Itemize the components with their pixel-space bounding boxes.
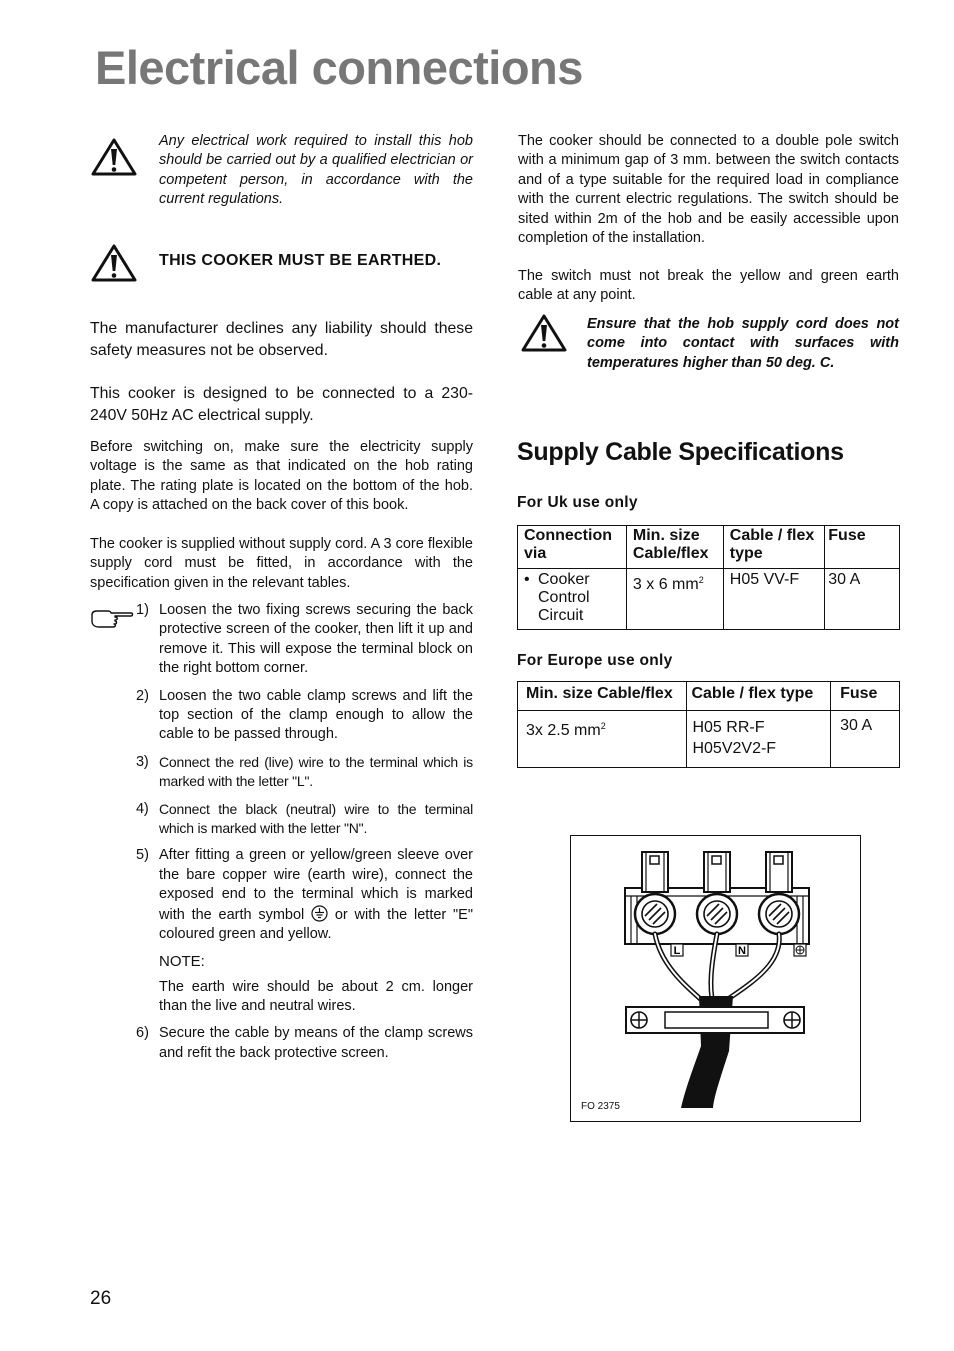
earthed-warning: THIS COOKER MUST BE EARTHED. <box>159 252 442 269</box>
table-cell: 30 A <box>831 711 900 768</box>
table-header-row <box>518 682 900 711</box>
figure-code: FO 2375 <box>581 1101 620 1112</box>
table-header-cell: Connection via <box>518 526 627 569</box>
europe-label: For Europe use only <box>517 652 673 669</box>
step-text: Connect the red (live) wire to the terminal which is marked with the letter "L". <box>159 753 473 790</box>
table-cell <box>518 711 687 768</box>
note-text: The earth wire should be about 2 cm. longer than the live and neutral wires. <box>159 978 473 1014</box>
step-text: Loosen the two fixing screws securing the back protective screen of the cooker, then lift it up and remove it. This will expose the terminal block on the right bottom corner. <box>159 602 473 677</box>
step-item <box>90 687 473 745</box>
step-number: 1) <box>136 602 149 618</box>
step-number: 2) <box>136 687 149 704</box>
table-cell <box>687 711 831 768</box>
connection-value: Cooker Control Circuit <box>538 571 590 624</box>
step-text: Loosen the two cable clamp screws and lift the top section of the clamp enough to allow the cable to be passed through. <box>159 687 473 743</box>
step-item <box>90 1024 473 1063</box>
size-superscript: 2 <box>600 721 606 731</box>
section-title: Supply Cable Specifications <box>517 438 844 466</box>
step-item <box>90 800 473 839</box>
page-title: Electrical connections <box>95 41 583 94</box>
warning-triangle-icon <box>90 137 138 177</box>
note-heading: NOTE: <box>159 952 205 970</box>
step-text: After fitting a green or yellow/green sleeve over the bare copper wire (earth wire), connect the exposed end to the terminal which is marked with the earth symbol <box>159 847 473 923</box>
step-item <box>90 601 473 679</box>
table-header-cell: Fuse <box>831 682 900 711</box>
qualified-electrician-warning: Any electrical work required to install this hob should be carried out by a qualified electrician or competent person, in accordance with the current regulations. <box>159 133 473 208</box>
step-number: 5) <box>136 847 149 864</box>
table-header-cell: Fuse <box>825 526 900 569</box>
step-number: 3) <box>136 753 149 770</box>
supply-voltage-paragraph: This cooker is designed to be connected to a 230-240V 50Hz AC electrical supply. <box>90 385 473 424</box>
table-cell: H05 VV-F <box>723 569 824 630</box>
europe-spec-table <box>517 681 900 768</box>
table-header-cell: Cable / flex type <box>687 682 831 711</box>
table-cell <box>626 569 723 630</box>
step-number: 6) <box>136 1025 149 1042</box>
liability-paragraph: The manufacturer declines any liability should these safety measures not be observed. <box>90 320 473 359</box>
step-item <box>90 846 473 944</box>
step-text: or with the letter "E" coloured green and yellow. <box>159 906 473 943</box>
type-value: H05V2V2-F <box>692 740 777 757</box>
step-text: Connect the black (neutral) wire to the terminal which is marked with the letter "N". <box>159 800 473 837</box>
table-header-cell: Min. size Cable/flex <box>518 682 687 711</box>
hot-surface-warning: Ensure that the hob supply cord does not come into contact with surfaces with temperatures higher than 50 deg. C. <box>587 316 899 371</box>
table-header-cell: Min. size Cable/flex <box>626 526 723 569</box>
installation-steps <box>90 601 473 1071</box>
terminal-earth-icon <box>794 944 806 956</box>
step-text: Secure the cable by means of the clamp screws and refit the back protective screen. <box>159 1025 473 1061</box>
supply-cord-paragraph: The cooker is supplied without supply cord. A 3 core flexible supply cord must be fitted, in accordance with the specification given in the relevant tables. <box>90 536 473 591</box>
table-header-cell: Cable / flex type <box>723 526 824 569</box>
terminal-label-live: L <box>673 945 681 957</box>
rating-plate-paragraph: Before switching on, make sure the electricity supply voltage is the same as that indicated on the hob rating plate. The rating plate is located on the bottom of the hob. A copy is attached on the back cover of this book. <box>90 439 473 514</box>
table-row <box>518 569 900 630</box>
table-row <box>518 711 900 768</box>
earth-symbol-icon <box>311 905 328 922</box>
uk-label: For Uk use only <box>517 494 638 511</box>
terminal-block-diagram <box>570 835 861 1122</box>
size-value: 3 x 6 mm <box>632 576 699 593</box>
size-value: 3x 2.5 mm <box>526 722 601 739</box>
type-value: H05 RR-F <box>692 719 765 736</box>
table-cell: 30 A <box>825 569 900 630</box>
uk-spec-table <box>517 525 900 630</box>
warning-triangle-icon <box>520 313 568 353</box>
terminal-block-illustration <box>571 836 860 1121</box>
table-header-row <box>518 526 900 569</box>
step-number: 4) <box>136 800 149 817</box>
page-number: 26 <box>90 1288 112 1309</box>
earth-cable-paragraph: The switch must not break the yellow and green earth cable at any point. <box>518 268 899 304</box>
size-superscript: 2 <box>698 575 704 585</box>
table-cell <box>518 569 627 630</box>
step-item <box>90 753 473 792</box>
double-pole-switch-paragraph: The cooker should be connected to a double pole switch with a minimum gap of 3 mm. between the switch contacts and of a type suitable for the required load in compliance with the current electric regulations. The switch should be sited within 2m of the hob and be easily accessible upon completion of the installation. <box>518 133 899 247</box>
terminal-label-neutral: N <box>738 945 746 957</box>
warning-triangle-icon <box>90 243 138 283</box>
bullet: • <box>524 571 530 588</box>
